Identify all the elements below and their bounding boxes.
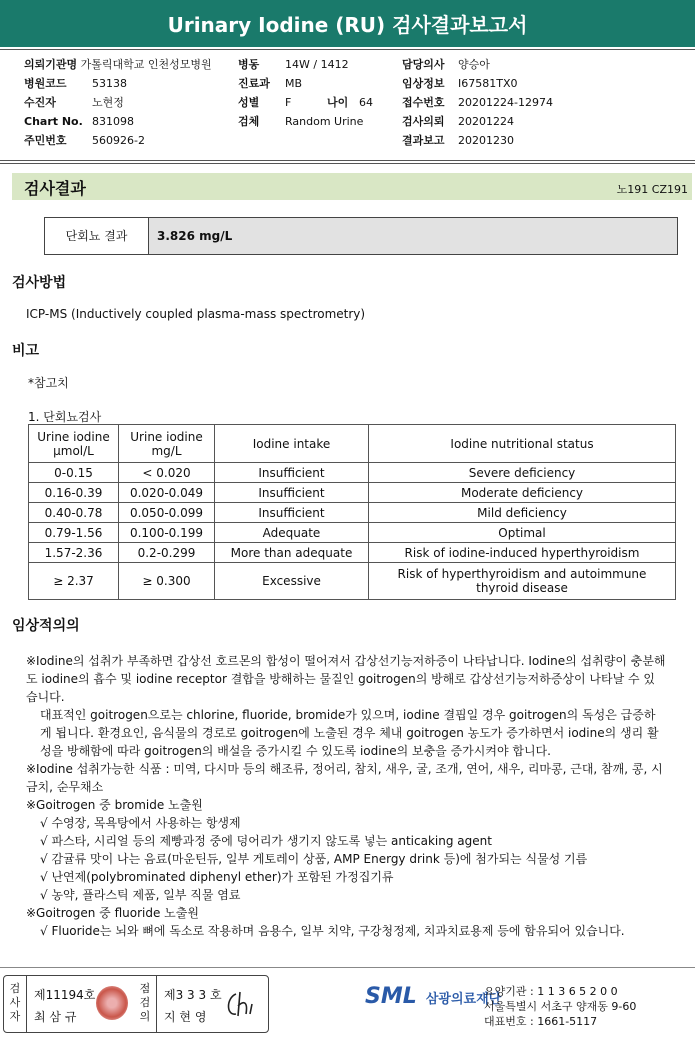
- table-header-cell: Iodine nutritional status: [369, 425, 676, 463]
- table-row: [29, 483, 676, 503]
- table-header-cell: Urine iodine μmol/L: [29, 425, 119, 463]
- info-label: 접수번호: [402, 96, 445, 109]
- info-label: 병동: [238, 58, 260, 71]
- info-value: MB: [285, 77, 303, 90]
- table-cell: < 0.020: [119, 463, 215, 483]
- bromide-item: √ 감귤류 맛이 나는 음료(마운틴듀, 일부 게토레이 상품, AMP Energy drink 등)에 첨가되는 식물성 기름: [40, 852, 588, 866]
- report-title: Urinary Iodine (RU) 검사결과보고서: [0, 0, 695, 47]
- table-header-cell: Urine iodine mg/L: [119, 425, 215, 463]
- table-cell: 0.16-0.39: [29, 483, 119, 503]
- result-label: 단회뇨 결과: [45, 218, 149, 254]
- tester-license: 제11194호: [34, 988, 96, 1002]
- bromide-list: [26, 814, 666, 904]
- company-logo: [365, 984, 501, 1009]
- clinical-paragraph: ※Iodine 섭취가능한 식품 : 미역, 다시마 등의 해조류, 정어리, 참치, 새우, 굴, 조개, 연어, 새우, 리마콩, 근대, 참깨, 콩, 시금치, 순무채소: [26, 762, 663, 794]
- info-label: 검체: [238, 115, 260, 128]
- seal-icon: [96, 986, 128, 1020]
- checker-license: 제3 3 3 호: [164, 988, 222, 1002]
- clinical-title: 임상적의의: [12, 618, 80, 634]
- info-value: 노현정: [92, 96, 124, 109]
- result-value: 3.826 mg/L: [149, 218, 677, 254]
- table-cell: 0.100-0.199: [119, 523, 215, 543]
- clinical-paragraph: ※Iodine의 섭취가 부족하면 갑상선 호르몬의 합성이 떨어져서 갑상선기능저하증이 나타납니다. Iodine의 섭취량이 충분해도 iodine의 흡수 및 iodine receptor 결합을 방해하는 물질인 goitrogen의 방해로 갑상선기능저하증상이 나타날 수 있습니다.: [26, 654, 666, 704]
- info-label: 진료과: [238, 77, 270, 90]
- checker-name: 지 현 영: [164, 1010, 207, 1024]
- method-title: 검사방법: [12, 275, 67, 291]
- info-value: 20201230: [458, 134, 514, 147]
- table-cell: More than adequate: [215, 543, 369, 563]
- info-label: 성별: [238, 96, 260, 109]
- info-value: 560926-2: [92, 134, 145, 147]
- clinical-text: [26, 652, 666, 940]
- signature-icon: [222, 988, 262, 1022]
- table-cell: Excessive: [215, 563, 369, 600]
- company-info-line: 요양기관 : 1 1 3 6 5 2 0 0: [484, 985, 618, 998]
- table-cell: Moderate deficiency: [369, 483, 676, 503]
- bromide-item: √ 파스타, 시리얼 등의 제빵과정 중에 덩어리가 생기지 않도록 넣는 anticaking agent: [40, 834, 492, 848]
- table-row: [29, 463, 676, 483]
- table-title: 1. 단회뇨검사: [28, 410, 102, 424]
- info-value: 14W / 1412: [285, 58, 349, 71]
- result-section-bar: [12, 173, 692, 200]
- bromide-item: √ 농약, 플라스틱 제품, 일부 직물 염료: [40, 888, 241, 902]
- info-label: 결과보고: [402, 134, 445, 147]
- table-row: [29, 543, 676, 563]
- test-code: 노191 CZ191: [616, 183, 688, 196]
- info-col1: [24, 55, 212, 150]
- reference-table: [28, 424, 676, 600]
- table-cell: Insufficient: [215, 503, 369, 523]
- info-label: 임상정보: [402, 77, 445, 90]
- info-label: 검사의뢰: [402, 115, 445, 128]
- company-info: [484, 984, 636, 1029]
- info-label: 주민번호: [24, 134, 67, 147]
- tester-name: 최 삼 규: [34, 1010, 77, 1024]
- bromide-item: √ 수영장, 목욕탕에서 사용하는 항생제: [40, 816, 241, 830]
- info-value: 64: [359, 96, 373, 109]
- remarks-title: 비고: [12, 343, 40, 359]
- table-cell: 0.79-1.56: [29, 523, 119, 543]
- info-col3: [402, 55, 553, 150]
- info-value: 양승아: [458, 58, 490, 71]
- method-text: ICP-MS (Inductively coupled plasma-mass spectrometry): [26, 307, 366, 321]
- section-title: 검사결과: [24, 179, 86, 198]
- table-row: [29, 503, 676, 523]
- table-cell: Mild deficiency: [369, 503, 676, 523]
- company-info-line: 대표번호 : 1661-5117: [484, 1015, 598, 1028]
- info-value: 20201224-12974: [458, 96, 553, 109]
- info-value: F: [285, 96, 292, 109]
- result-box: [44, 217, 678, 255]
- reference-label: *참고치: [28, 376, 69, 390]
- table-cell: Optimal: [369, 523, 676, 543]
- table-cell: Insufficient: [215, 463, 369, 483]
- bromide-item: √ 난연제(polybrominated diphenyl ether)가 포함된 가정집기류: [40, 870, 394, 884]
- info-label: Chart No.: [24, 115, 83, 128]
- table-cell: ≥ 2.37: [29, 563, 119, 600]
- fluoride-title: ※Goitrogen 중 fluoride 노출원: [26, 906, 199, 920]
- clinical-paragraph: 대표적인 goitrogen으로는 chlorine, fluoride, bromide가 있으며, iodine 결핍일 경우 goitrogen의 독성은 급증하게 됩니다. 환경요인, 음식물의 경로로 goitrogen에 노출된 경우 체내 goitrogen 농도가 증가하면서 iodine의 생리 활성을 방해함에 따라 goitrogen의 배설을 증가시킬 수 있도록 iodine의 보충을 증가시켜야 합니다.: [40, 708, 659, 758]
- table-cell: 0.40-0.78: [29, 503, 119, 523]
- table-header-cell: Iodine intake: [215, 425, 369, 463]
- sml-logo-text: SML: [365, 984, 417, 1009]
- table-cell: 0.2-0.299: [119, 543, 215, 563]
- company-info-line: 서울특별시 서초구 양재동 9-60: [484, 1000, 637, 1013]
- table-row: [29, 563, 676, 600]
- info-value: 831098: [92, 115, 134, 128]
- table-cell: Adequate: [215, 523, 369, 543]
- table-cell: Risk of hyperthyroidism and autoimmune thyroid disease: [369, 563, 676, 600]
- info-value: Random Urine: [285, 115, 364, 128]
- checker-label: 점 검 의: [139, 982, 151, 1023]
- info-label: 의뢰기관명: [24, 58, 78, 71]
- info-value: 53138: [92, 77, 127, 90]
- table-cell: 1.57-2.36: [29, 543, 119, 563]
- info-value: 20201224: [458, 115, 514, 128]
- table-row: [29, 523, 676, 543]
- tester-label: 검 사 자: [9, 982, 21, 1023]
- table-cell: Insufficient: [215, 483, 369, 503]
- fluoride-item: √ Fluoride는 뇌와 뼈에 독소로 작용하며 음용수, 일부 치약, 구강청정제, 치과치료용제 등에 함유되어 있습니다.: [40, 924, 625, 938]
- company-name: 삼광의료재단: [425, 992, 502, 1007]
- info-label: 나이: [327, 96, 349, 109]
- table-cell: 0-0.15: [29, 463, 119, 483]
- table-cell: Severe deficiency: [369, 463, 676, 483]
- table-cell: Risk of iodine-induced hyperthyroidism: [369, 543, 676, 563]
- info-value: I67581TX0: [458, 77, 518, 90]
- info-col2: [238, 55, 373, 131]
- info-label: 수진자: [24, 96, 56, 109]
- info-value: 가톨릭대학교 인천성모병원: [80, 58, 212, 71]
- signature-box: [3, 975, 269, 1033]
- table-body: [29, 463, 676, 600]
- table-cell: 0.020-0.049: [119, 483, 215, 503]
- table-cell: 0.050-0.099: [119, 503, 215, 523]
- table-header-row: [29, 425, 676, 463]
- info-label: 병원코드: [24, 77, 67, 90]
- bromide-title: ※Goitrogen 중 bromide 노출원: [26, 798, 203, 812]
- table-cell: ≥ 0.300: [119, 563, 215, 600]
- info-label: 담당의사: [402, 58, 445, 71]
